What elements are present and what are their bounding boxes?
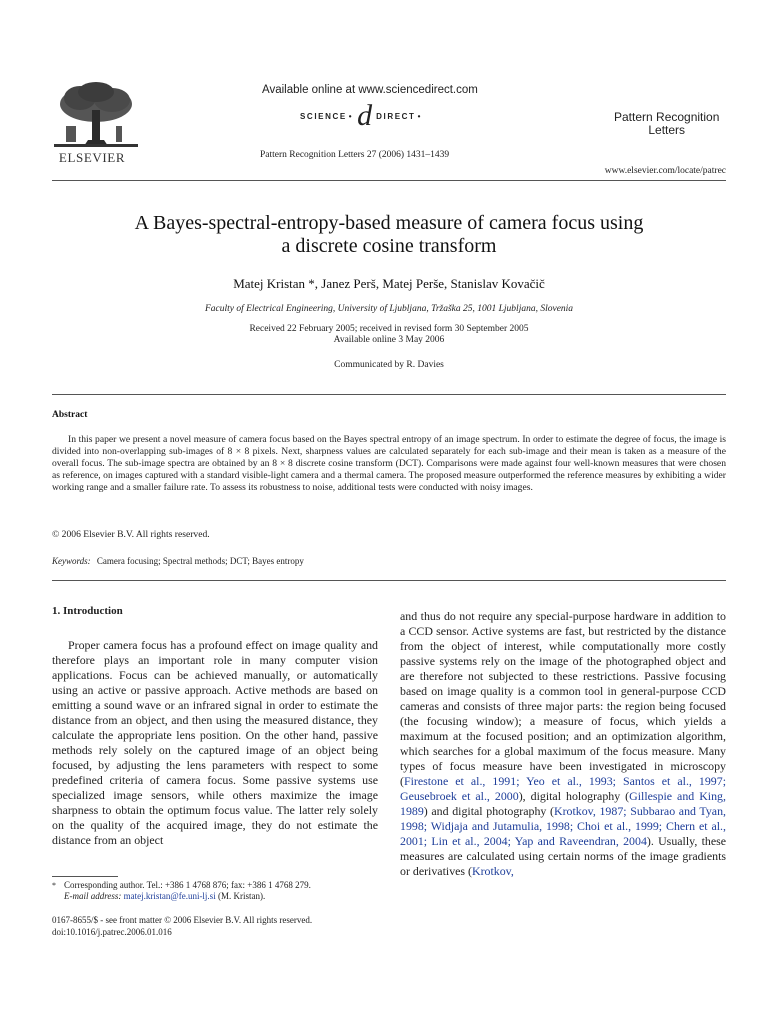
keywords-label: Keywords: xyxy=(52,556,91,566)
keywords-line xyxy=(52,556,304,566)
email-link[interactable]: matej.kristan@fe.uni-lj.si xyxy=(123,891,216,901)
header-divider xyxy=(52,180,726,181)
left-column xyxy=(52,604,378,848)
email-suffix: (M. Kristan). xyxy=(217,891,266,901)
sciencedirect-right: DIRECT xyxy=(376,111,416,121)
citation-link[interactable]: Krotkov, 1987; Subbarao and Tyan, 1998; Widjaja and Jutamulia, 1998; Choi et al., 1999; Chern et al., 2001; Lin et al., 2004; Yap and Raveendran, 2004 xyxy=(400,804,726,848)
right-column xyxy=(400,609,726,879)
abstract-bottom-divider xyxy=(52,580,726,581)
text-run: and thus do not require any special-purpose hardware in addition to a CCD sensor. Active systems are fast, but restricted by the distance from the object of interest, while computationally more costly passive systems rely on the image of the photographed object and are therefore not subjected to these restrictions. Passive focusing based on image quality is a common tool in general-purpose CCD cameras and consists of three major parts: the region being focused (the focusing window); a measure of focus, which yields a maximum at the focused position; and an optimization algorithm, which searches for a global maximum of the focus measure. Many types of focus measure have been investigated in microscopy ( xyxy=(400,609,726,788)
journal-name-line2: Letters xyxy=(648,123,686,137)
text-run: ). Usually, these measures are calculated using certain norms of the image gradients or derivatives ( xyxy=(400,834,726,878)
journal-name xyxy=(614,111,719,137)
sciencedirect-mark: d xyxy=(357,99,373,132)
abstract-top-divider xyxy=(52,394,726,395)
keywords-list: Camera focusing; Spectral methods; DCT; Bayes entropy xyxy=(96,556,304,566)
sciencedirect-left: SCIENCE xyxy=(300,111,347,121)
title-line2: a discrete cosine transform xyxy=(281,235,497,257)
abstract-body xyxy=(52,434,726,494)
communicated-by: Communicated by R. Davies xyxy=(334,360,444,370)
text-run: ) and digital photography ( xyxy=(423,804,554,818)
abstract-heading: Abstract xyxy=(52,410,88,420)
email-label: E-mail address: xyxy=(64,891,122,901)
abstract-copyright: © 2006 Elsevier B.V. All rights reserved. xyxy=(52,529,210,540)
issn-line: 0167-8655/$ - see front matter © 2006 Elsevier B.V. All rights reserved. xyxy=(52,915,313,925)
sciencedirect-logo: SCIENCE • d DIRECT • xyxy=(300,99,422,132)
footnote-contact: Corresponding author. Tel.: +386 1 4768 876; fax: +386 1 4768 279. xyxy=(64,880,311,890)
section-heading: 1. Introduction xyxy=(52,605,123,617)
publisher-name: ELSEVIER xyxy=(58,150,126,165)
affiliation: Faculty of Electrical Engineering, University of Ljubljana, Tržaška 25, 1001 Ljubljana, Slovenia xyxy=(204,304,574,314)
abstract-text: In this paper we present a novel measure of camera focus based on the Bayes spectral entropy of an image spectrum. In order to estimate the degree of focus, the image is divided into non-overlapping sub-images of 8 × 8 pixels. Next, sharpness values are calculated separately for each sub-image and their mean is taken as a measure of the overall focus. The sub-image spectra are obtained by an 8 × 8 discrete cosine transform (DCT). Comparisons were made against four well-known measures that were chosen as reference, on images captured with a standard visible-light camera and a thermal camera. The proposed measure outperformed the reference measures by exhibiting a wider working range and a smaller failure rate. To assess its robustness to noise, additional tests were conducted with noisy images. xyxy=(52,434,726,493)
journal-name-line1: Pattern Recognition xyxy=(614,110,720,124)
available-date: Available online 3 May 2006 xyxy=(333,335,445,345)
article-title xyxy=(52,212,726,258)
citation-link[interactable]: Gillespie and King, 1989 xyxy=(400,789,726,818)
journal-url-link[interactable]: www.elsevier.com/locate/patrec xyxy=(604,166,726,176)
footnote-rule xyxy=(52,876,118,877)
author-list: Matej Kristan *, Janez Perš, Matej Perše, Stanislav Kovačič xyxy=(233,276,545,291)
corresponding-author-footnote xyxy=(52,880,378,902)
doi-line[interactable]: doi:10.1016/j.patrec.2006.01.016 xyxy=(52,927,172,937)
received-date: Received 22 February 2005; received in revised form 30 September 2005 xyxy=(249,324,529,334)
citation-link[interactable]: Firestone et al., 1991; Yeo et al., 1993; Santos et al., 1997; Geusebroek et al., 2000 xyxy=(400,774,726,803)
article-dates xyxy=(52,324,726,346)
footnote-mark: * xyxy=(52,881,56,890)
title-line1: A Bayes-spectral-entropy-based measure of camera focus using xyxy=(134,212,644,234)
text-run: ), digital holography ( xyxy=(518,789,630,803)
citation-link[interactable]: Krotkov, xyxy=(471,864,514,878)
journal-citation: Pattern Recognition Letters 27 (2006) 1431–1439 xyxy=(260,150,450,160)
available-online-text: Available online at www.sciencedirect.com xyxy=(262,84,478,96)
intro-continued-paragraph xyxy=(400,609,726,879)
intro-paragraph: Proper camera focus has a profound effect on image quality and therefore plays an important role in many computer vision applications. Focus can be achieved manually, or automatically using an active or passive approach. Active methods are based on emitting a sound wave or an infrared signal in order to estimate the distance from an object, and then using the measured distance, they calculate the appropriate lens position. On the other hand, passive methods rely solely on the captured image of an object being focused, by adjusting the lens parameters with respect to some predefined criteria of camera focus. Some passive systems use specialized image sensors, while others maximize the image sharpness to obtain the optimum focus value. The latter rely solely on the quality of the acquired image, they do not estimate the distance from an object xyxy=(52,638,378,847)
front-matter xyxy=(52,914,312,938)
